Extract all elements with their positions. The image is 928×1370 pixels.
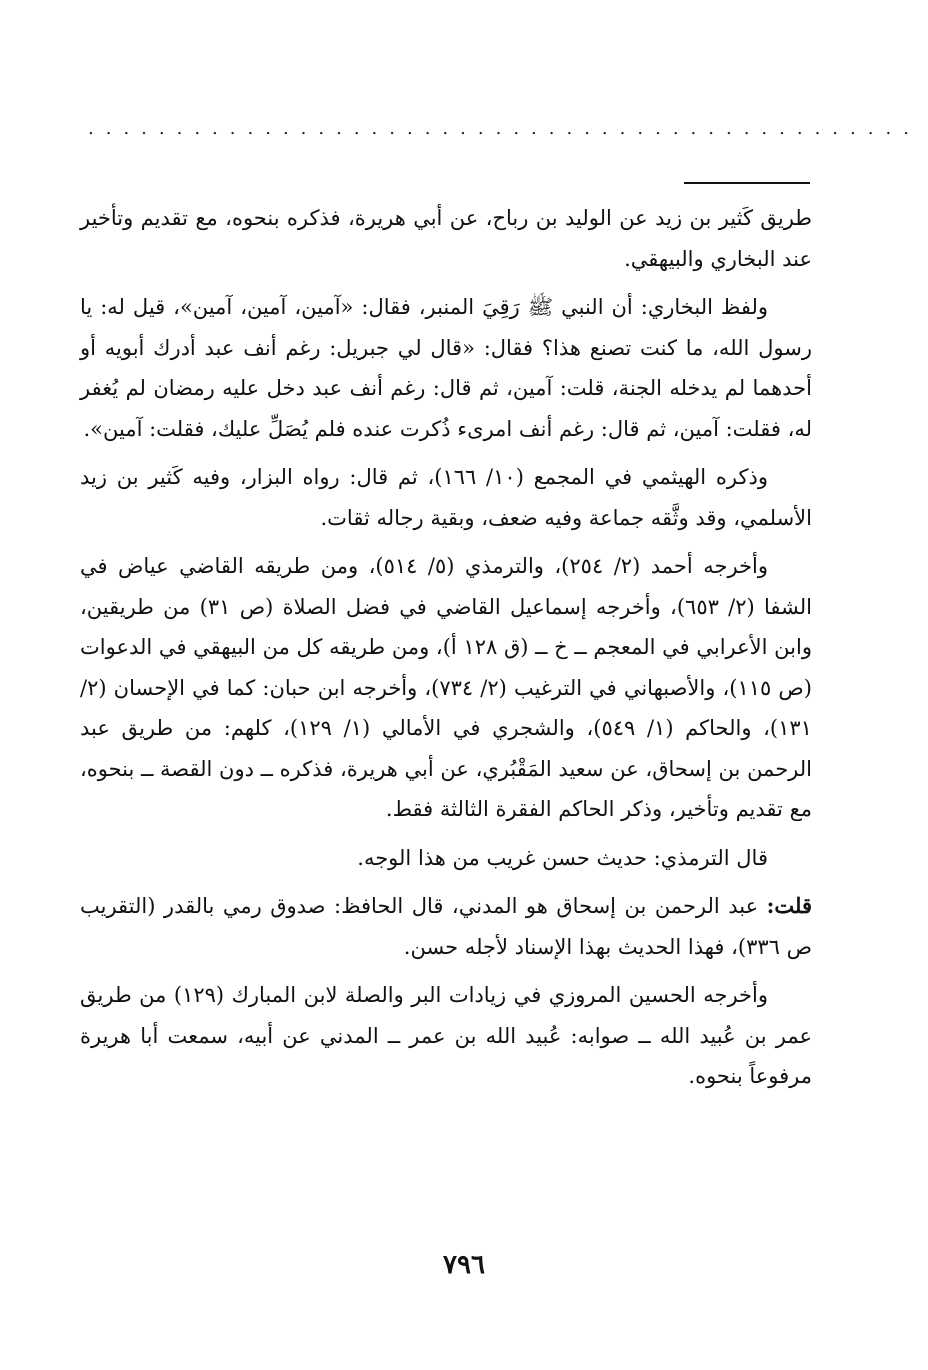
footnote-paragraph-4: وأخرجه أحمد (٢/ ٢٥٤)، والترمذي (٥/ ٥١٤)، ومن طريقه القاضي عياض في الشفا (٢/ ٦٥٣)، وأخرجه إسماعيل القاضي في فضل الصلاة (ص ٣١) من طريقين، وابن الأعرابي في المعجم ــ خ ــ (ق ١٢٨ أ)، ومن طريقه كل من البيهقي في الدعوات (ص ١١٥)، والأصبهاني في الترغيب (٢/ ٧٣٤)، وأخرجه ابن حبان: كما في الإحسان (٢/ ١٣١)، والحاكم (١/ ٥٤٩)، والشجري في الأمالي (١/ ١٢٩)، كلهم: من طريق عبد الرحمن بن إسحاق، عن سعيد المَقْبُري، عن أبي هريرة، فذكره ــ دون القصة ــ بنحوه، مع تقديم وتأخير، وذكر الحاكم الفقرة الثالثة فقط. [80, 554, 812, 821]
footnote-paragraph-2: ولفظ البخاري: أن النبي ﷺ رَقِيَ المنبر، فقال: «آمين، آمين، آمين»، قيل له: يا رسول الله، ما كنت تصنع هذا؟ فقال: «قال لي جبريل: رغم أنف عبد أدرك أبويه أو أحدهما لم يدخله الجنة، قلت: آمين، ثم قال: رغم أنف عبد دخل عليه رمضان لم يُغفر له، فقلت: آمين، ثم قال: رغم أنف امرىء ذُكرت عنده فلم يُصَلِّ عليك، فقلت: آمين». [80, 295, 812, 441]
footnote-paragraph-5: قال الترمذي: حديث حسن غريب من هذا الوجه. [357, 845, 768, 870]
footnote-paragraph-7: وأخرجه الحسين المروزي في زيادات البر والصلة لابن المبارك (١٢٩) من طريق عمر بن عُبيد الله ــ صوابه: عُبيد الله بن عمر ــ المدني عن أبيه، سمعت أبا هريرة مرفوعاً بنحوه. [80, 983, 812, 1088]
dotted-separator: ............................................... [88, 118, 921, 139]
footnote-paragraph-3: وذكره الهيثمي في المجمع (١٠/ ١٦٦)، ثم قال: رواه البزار، وفيه كَثير بن زيد الأسلمي، وقد وثَّقه جماعة وفيه ضعف، وبقية رجاله ثقات. [80, 465, 812, 530]
qultu-lead: قلت: [766, 893, 812, 918]
footnote-rule [684, 182, 810, 184]
footnote-paragraph-1: طريق كَثير بن زيد عن الوليد بن رباح، عن أبي هريرة، فذكره بنحوه، مع تقديم وتأخير عند البخاري والبيهقي. [80, 206, 812, 271]
footnote-paragraph-6 [80, 886, 812, 967]
footnote-body [80, 198, 812, 1105]
page-number: ٧٩٦ [443, 1250, 485, 1280]
footnote-paragraph-6-text: عبد الرحمن بن إسحاق هو المدني، قال الحافظ: صدوق رمي بالقدر (التقريب ص ٣٣٦)، فهذا الحديث بهذا الإسناد لأجله حسن. [80, 894, 812, 959]
